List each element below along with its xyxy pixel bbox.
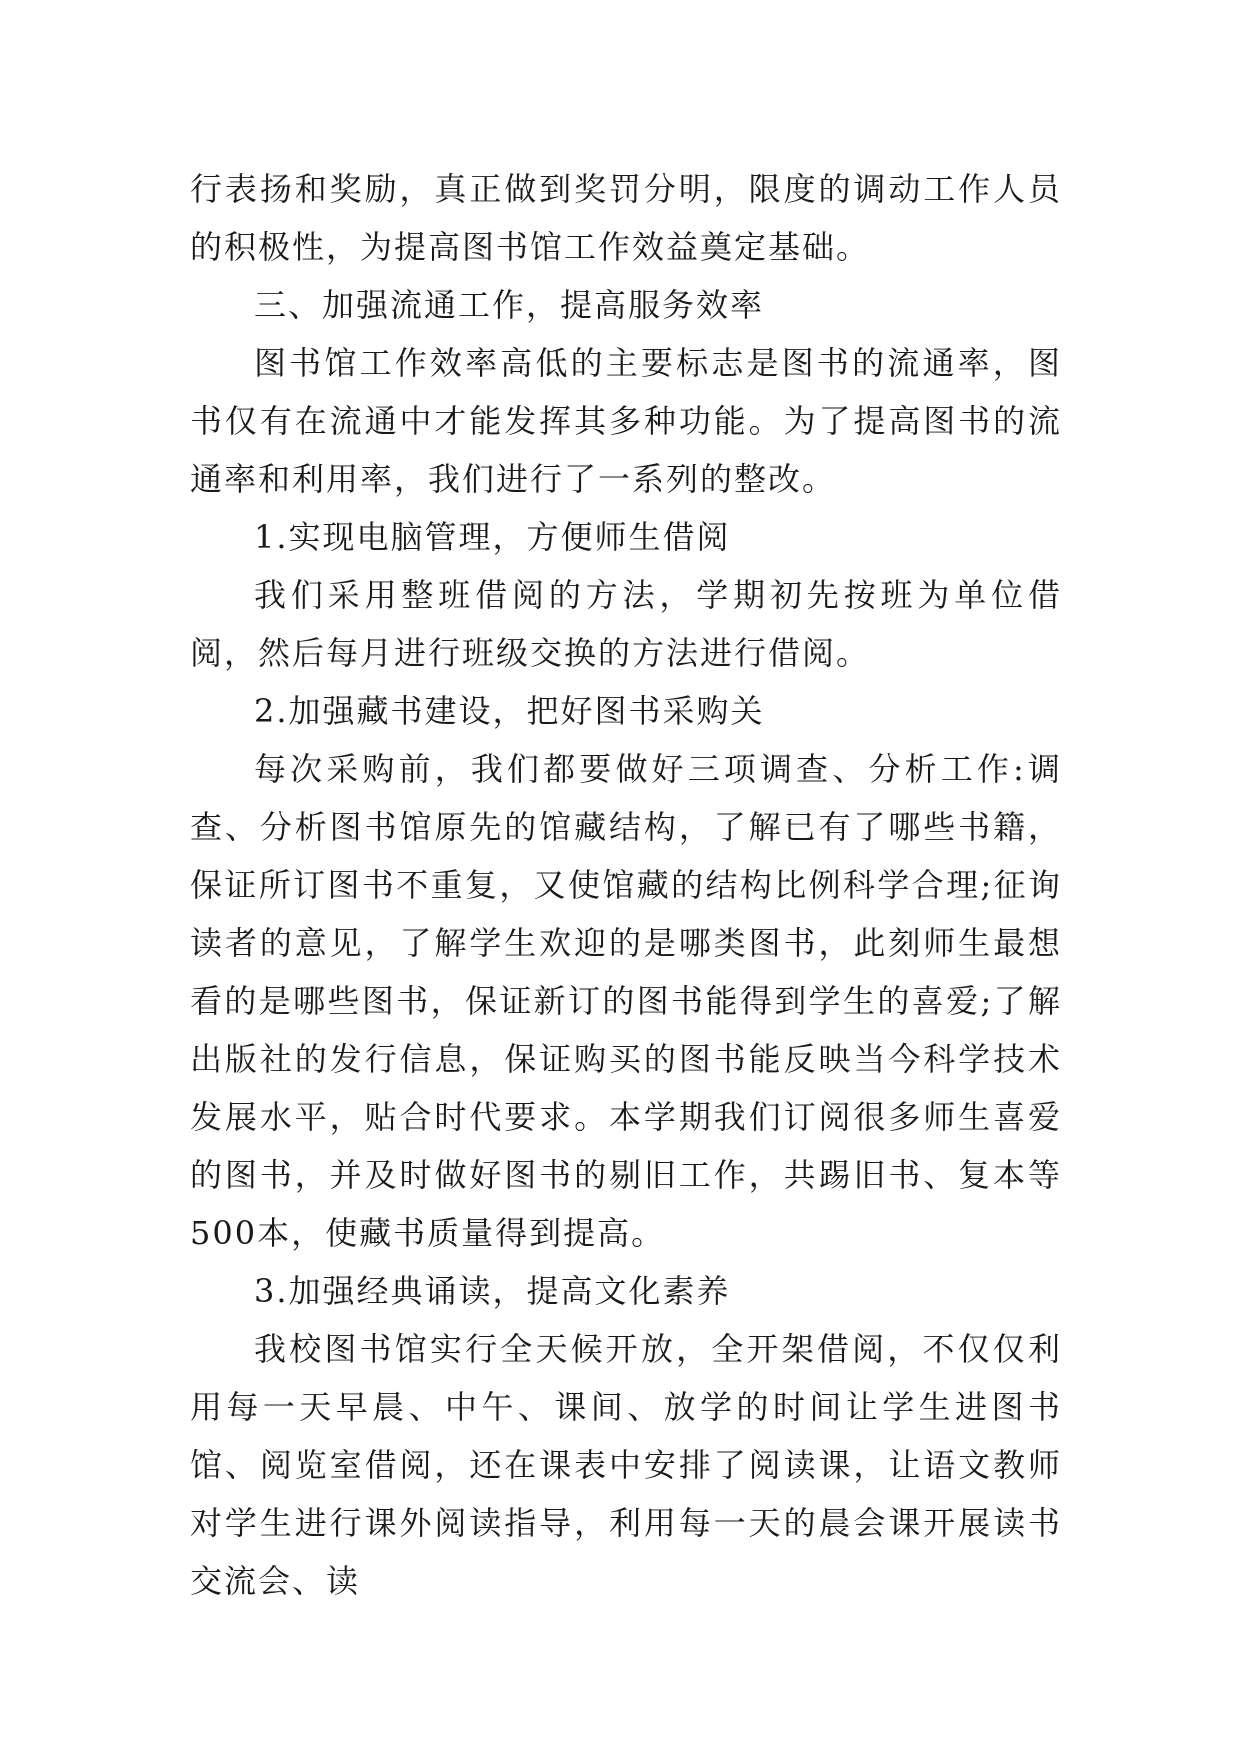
paragraph-continuation: 行表扬和奖励，真正做到奖罚分明，限度的调动工作人员的积极性，为提高图书馆工作效益奠定基础。	[190, 170, 1062, 266]
subheading-2: 2.加强藏书建设，把好图书采购关	[254, 692, 765, 730]
document-body	[190, 160, 1062, 1610]
subheading-3: 3.加强经典诵读，提高文化素养	[254, 1272, 731, 1310]
section-heading-3: 三、加强流通工作，提高服务效率	[254, 286, 765, 324]
paragraph: 我们采用整班借阅的方法，学期初先按班为单位借阅，然后每月进行班级交换的方法进行借阅。	[190, 576, 1062, 672]
subheading-1: 1.实现电脑管理，方便师生借阅	[254, 518, 731, 556]
paragraph: 每次采购前，我们都要做好三项调查、分析工作:调查、分析图书馆原先的馆藏结构，了解已有了哪些书籍，保证所订图书不重复，又使馆藏的结构比例科学合理;征询读者的意见，了解学生欢迎的是哪类图书，此刻师生最想看的是哪些图书，保证新订的图书能得到学生的喜爱;了解出版社的发行信息，保证购买的图书能反映当今科学技术发展水平，贴合时代要求。本学期我们订阅很多师生喜爱的图书，并及时做好图书的剔旧工作，共踢旧书、复本等500本，使藏书质量得到提高。	[190, 750, 1062, 1252]
paragraph: 我校图书馆实行全天候开放，全开架借阅，不仅仅利用每一天早晨、中午、课间、放学的时间让学生进图书馆、阅览室借阅，还在课表中安排了阅读课，让语文教师对学生进行课外阅读指导，利用每一天的晨会课开展读书交流会、读	[190, 1330, 1062, 1600]
paragraph: 图书馆工作效率高低的主要标志是图书的流通率，图书仅有在流通中才能发挥其多种功能。为了提高图书的流通率和利用率，我们进行了一系列的整改。	[190, 344, 1062, 498]
